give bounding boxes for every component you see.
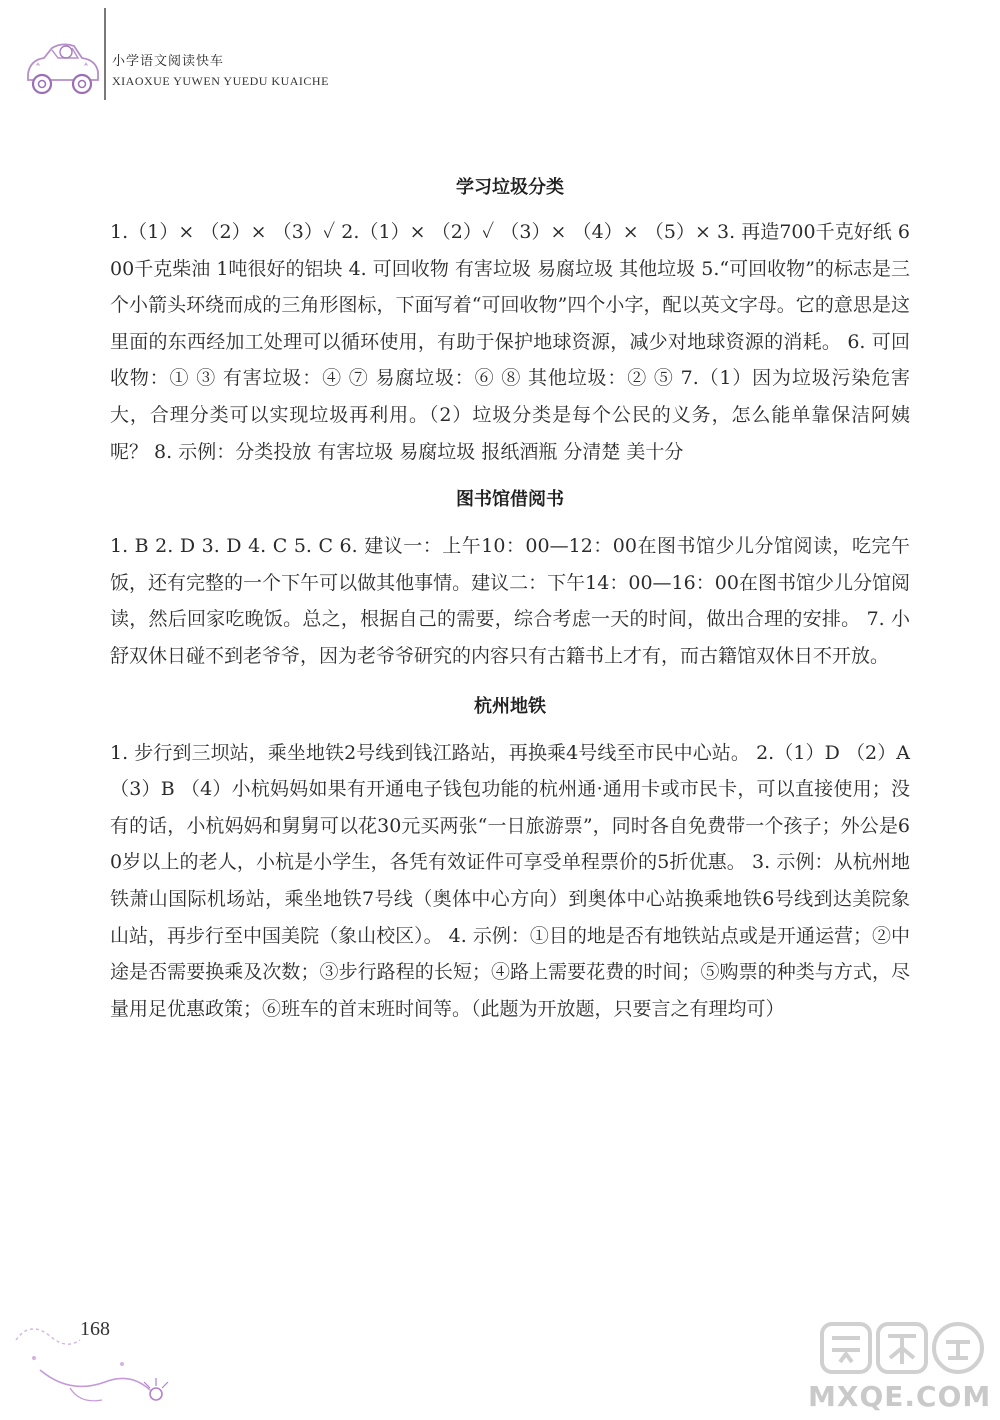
section-garbage-sorting — [110, 168, 910, 470]
answer-content — [110, 168, 910, 1033]
floral-vine-decoration-icon — [10, 1300, 180, 1410]
section-title: 杭州地铁 — [474, 695, 546, 717]
answer-site-watermark-icon — [818, 1318, 988, 1380]
page-number: 168 — [80, 1318, 110, 1340]
section-hangzhou-metro — [110, 687, 910, 1028]
site-watermark — [808, 1318, 990, 1414]
book-subtitle: XIAOXUE YUWEN YUEDU KUAICHE — [112, 74, 329, 88]
section-answers: 1. B 2. D 3. D 4. C 5. C 6. 建议一：上午10：00—12：00在图书馆少儿分馆阅读，吃完午饭，还有完整的一个下午可以做其他事情。建议二：下午14：00—16：00在图书馆少儿分馆阅读，然后回家吃晚饭。总之，根据自己的需要，综合考虑一天的时间，做出合理的安排。 7. 小舒双休日碰不到老爷爷，因为老爷爷研究的内容只有古籍书上才有，而古籍馆双休日不开放。 — [110, 535, 910, 667]
page-header — [0, 0, 1000, 120]
header-divider — [104, 8, 106, 100]
cartoon-car-logo-icon — [22, 36, 102, 100]
watermark-text: MXQE.COM — [808, 1380, 992, 1413]
section-library-borrowing — [110, 480, 910, 674]
section-answers: 1. 步行到三坝站，乘坐地铁2号线到钱江路站，再换乘4号线至市民中心站。 2.（1）D （2）A （3）B （4）小杭妈妈如果有开通电子钱包功能的杭州通·通用卡或市民卡，可以直接使用；没有的话，小杭妈妈和舅舅可以花30元买两张“一日旅游票”，同时各自免费带一个孩子；外公是60岁以上的老人，小杭是小学生，各凭有效证件可享受单程票价的5折优惠。 3. 示例：从杭州地铁萧山国际机场站，乘坐地铁7号线（奥体中心方向）到奥体中心站换乘地铁6号线到达美院象山站，再步行至中国美院（象山校区）。 4. 示例：①目的地是否有地铁站点或是开通运营；②中途是否需要换乘及次数；③步行路程的长短；④路上需要花费的时间；⑤购票的种类与方式，尽量用足优惠政策；⑥班车的首末班时间等。（此题为开放题，只要言之有理均可） — [110, 741, 910, 1020]
section-title: 图书馆借阅书 — [456, 489, 564, 511]
section-answers: 1.（1）× （2）× （3）✓ 2.（1）× （2）✓ （3）× （4）× （5）× 3. 再造700千克好纸 600千克柴油 1吨很好的铝块 4. 可回收物 有害垃圾 易腐垃圾 其他垃圾 5.“可回收物”的标志是三个小箭头环绕而成的三角形图标，下面写着“可回收物”四个小字，配以英文字母。它的意思是这里面的东西经加工处理可以循环使用，有助于保护地球资源，减少对地球资源的消耗。 6. 可回收物：① ③ 有害垃圾：④ ⑦ 易腐垃圾：⑥ ⑧ 其他垃圾：② ⑤ 7.（1）因为垃圾污染危害大，合理分类可以实现垃圾再利用。（2）垃圾分类是每个公民的义务，怎么能单靠保洁阿姨呢？ 8. 示例：分类投放 有害垃圾 易腐垃圾 报纸酒瓶 分清楚 美十分 — [110, 221, 910, 463]
section-title: 学习垃圾分类 — [456, 177, 564, 198]
book-title: 小学语文阅读快车 — [112, 54, 225, 69]
